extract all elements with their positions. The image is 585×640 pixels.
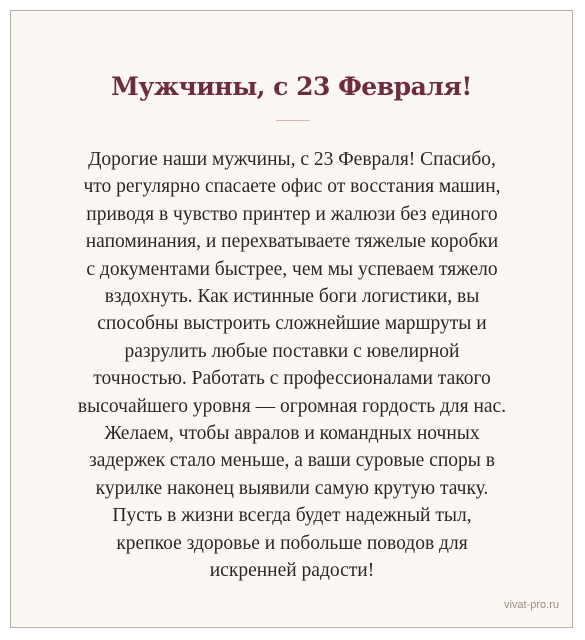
text-line: курилке наконец выявили самую крутую тачку. — [95, 477, 489, 499]
text-line: что регулярно спасаете офис от восстания машин, — [83, 176, 501, 198]
text-line: задержек стало меньше, а ваши суровые споры в — [89, 450, 495, 472]
text-line: высочайшего уровня — огромная гордость для нас. — [77, 395, 507, 417]
text-line: напоминания, и перехватываете тяжелые коробки — [85, 231, 499, 253]
text-line: искренней радости! — [209, 560, 375, 582]
text-line: Пусть в жизни всегда будет надежный тыл, — [112, 505, 472, 527]
greeting-card — [10, 10, 573, 628]
text-line: точностью. Работать с профессионалами такого — [93, 368, 491, 390]
greeting-text — [53, 146, 531, 585]
text-line: приводя в чувство принтер и жалюзи без единого — [86, 203, 498, 225]
text-line: Желаем, чтобы авралов и командных ночных — [104, 423, 480, 445]
text-line: Дорогие наши мужчины, с 23 Февраля! Спасибо, — [88, 149, 496, 170]
site-watermark: vivat-pro.ru — [503, 599, 559, 611]
text-line: вздохнуть. Как истинные боги логистики, вы — [104, 286, 480, 308]
text-line: с документами быстрее, чем мы успеваем тяжело — [86, 258, 498, 280]
text-line: крепкое здоровье и побольше поводов для — [116, 532, 468, 554]
text-line: разрулить любые поставки с ювелирной — [124, 340, 460, 362]
title-divider — [276, 120, 310, 121]
card-title: Мужчины, с 23 Февраля! — [111, 72, 472, 101]
text-line: способны выстроить сложнейшие маршруты и — [97, 313, 487, 335]
